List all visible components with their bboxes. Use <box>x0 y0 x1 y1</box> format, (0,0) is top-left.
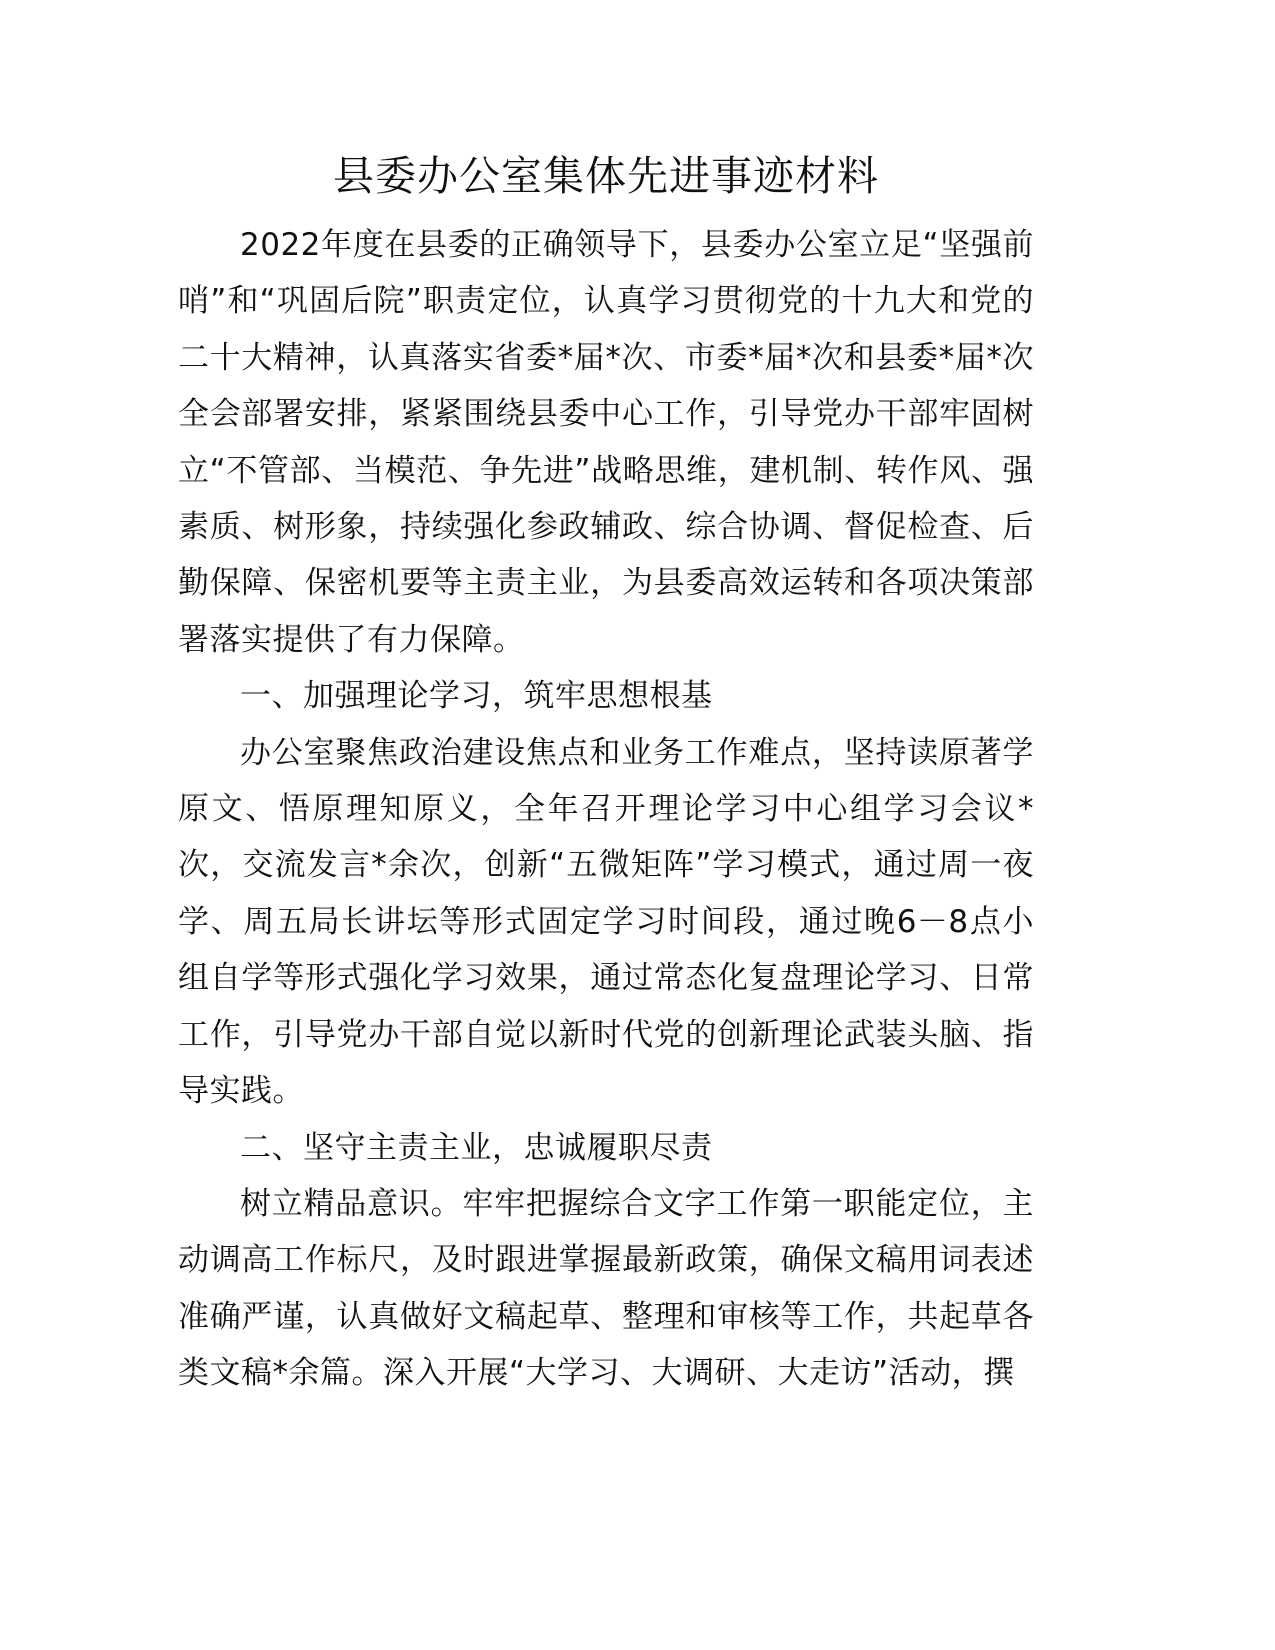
document-body <box>178 217 1034 1402</box>
section-heading-2: 二、坚守主责主业，忠诚履职尽责 <box>240 1129 713 1166</box>
section-1-paragraph: 办公室聚焦政治建设焦点和业务工作难点，坚持读原著学原文、悟原理知原义，全年召开理论学习中心组学习会议*次，交流发言*余次，创新“五微矩阵”学习模式，通过周一夜学、周五局长讲坛等形式固定学习时间段，通过晚6－8点小组自学等形式强化学习效果，通过常态化复盘理论学习、日常工作，引导党办干部自觉以新时代党的创新理论武装头脑、指导实践。 <box>178 734 1034 1110</box>
section-heading-1: 一、加强理论学习，筑牢思想根基 <box>240 678 713 715</box>
section-2-paragraph: 树立精品意识。牢牢把握综合文字工作第一职能定位，主动调高工作标尺，及时跟进掌握最新政策，确保文稿用词表述准确严谨，认真做好文稿起草、整理和审核等工作，共起草各类文稿*余篇。深入开展“大学习、大调研、大走访”活动，撰 <box>178 1185 1034 1392</box>
intro-paragraph: 2022年度在县委的正确领导下，县委办公室立足“坚强前哨”和“巩固后院”职责定位，认真学习贯彻党的十九大和党的二十大精神，认真落实省委*届*次、市委*届*次和县委*届*次全会部署安排，紧紧围绕县委中心工作，引导党办干部牢固树立“不管部、当模范、争先进”战略思维，建机制、转作风、强素质、树形象，持续强化参政辅政、综合协调、督促检查、后勤保障、保密机要等主责主业，为县委高效运转和各项决策部署落实提供了有力保障。 <box>178 227 1034 658</box>
document-title: 县委办公室集体先进事迹材料 <box>333 152 879 200</box>
